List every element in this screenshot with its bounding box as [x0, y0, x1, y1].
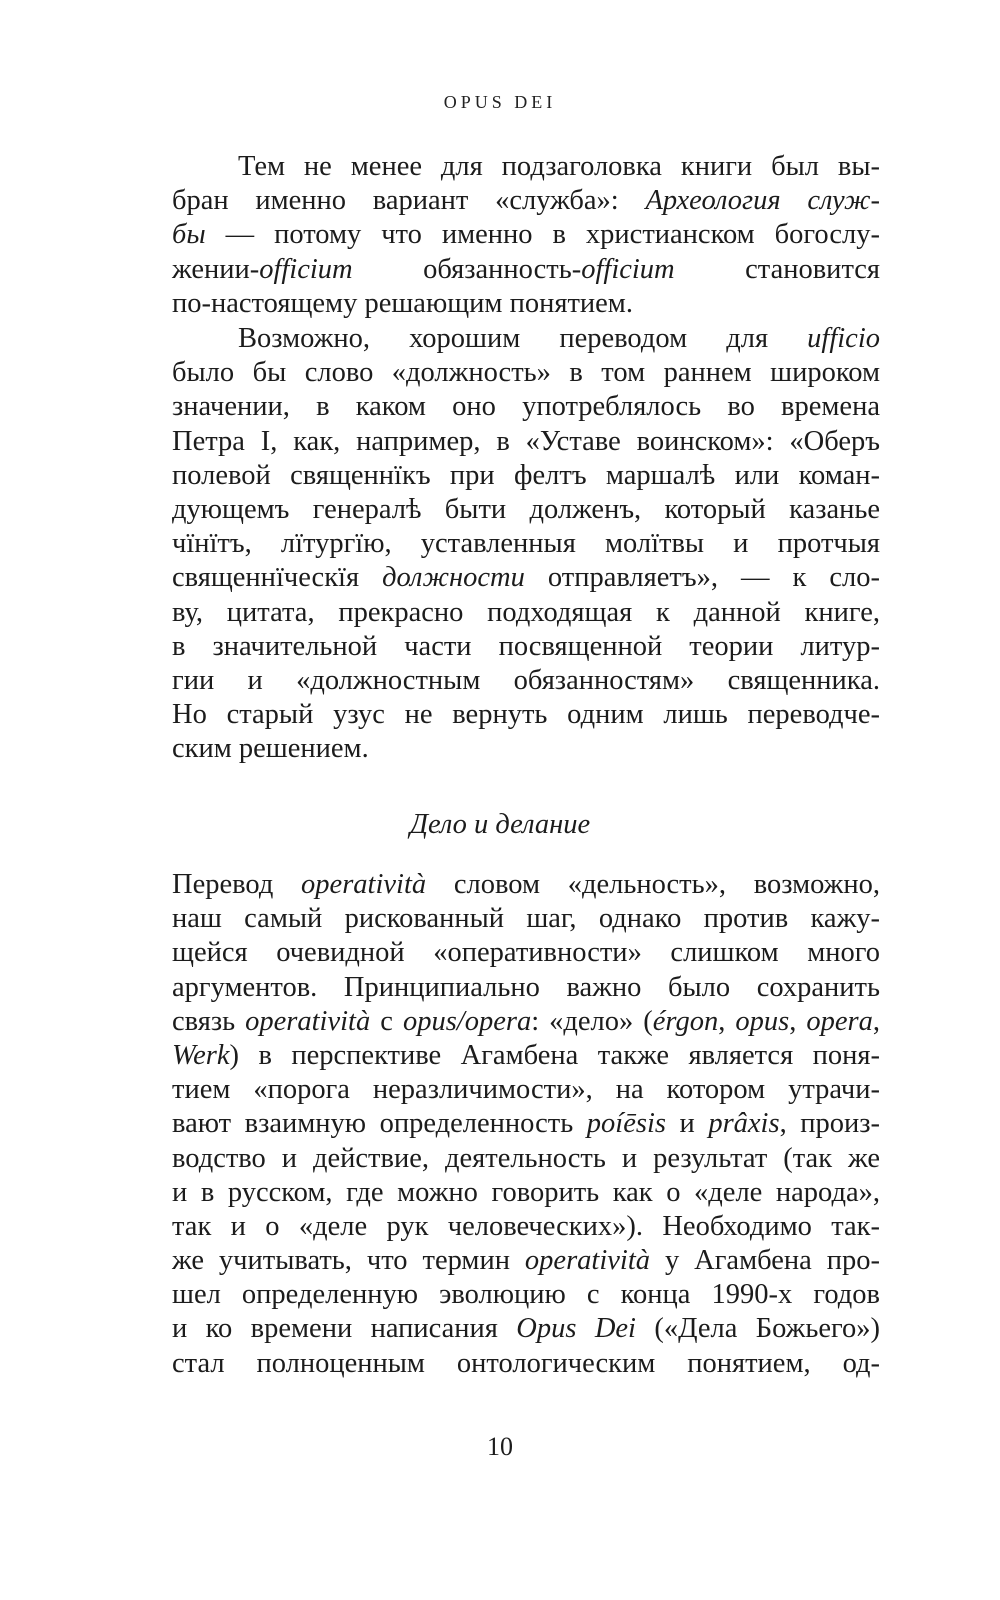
running-head: OPUS DEI [443, 92, 557, 112]
italic-term: бы [172, 219, 206, 251]
paragraph-3 [172, 868, 880, 1381]
text-line: бы — потому что именно в христианском богослу- [172, 219, 880, 251]
italic-term: ufficio [807, 323, 880, 354]
text-line: Werk) в перспективе Агамбена также является поня- [172, 1039, 880, 1071]
text-line: полевой священнїкъ при фелтъ маршалѣ или коман- [172, 459, 880, 491]
text-line: ву, цитата, прекрасно подходящая к данной книге, [172, 596, 880, 628]
text-line: водство и действие, деятельность и результат (так же [172, 1142, 880, 1174]
text-line: связь operatività с opus/opera: «дело» (érgon, opus, opera, [172, 1005, 880, 1037]
text-line: по-настоящему решающим понятием. [172, 287, 633, 319]
text-line: Но старый узус не вернуть одним лишь переводче- [172, 699, 880, 731]
italic-term: operatività [245, 1005, 371, 1037]
text-line: чїнїтъ, лїтургїю, уставленныя молїтвы и протчыя [172, 528, 880, 560]
text-line: жении-officium обязанность-officium становится [172, 253, 880, 285]
italic-term: Opus Dei [516, 1313, 636, 1345]
italic-term: Археология служ- [645, 185, 880, 217]
text-line: аргументов. Принципиально важно было сохранить [172, 971, 880, 1003]
text-line: Возможно, хорошим переводом для ufficio [238, 323, 880, 354]
text-line: Перевод operatività словом «дельность», возможно, [172, 869, 880, 900]
italic-term: érgon [652, 1005, 719, 1037]
paragraph-1 [172, 150, 880, 321]
text-line: бран именно вариант «служба»: Археология служ- [172, 185, 880, 217]
italic-term: operatività [301, 869, 427, 900]
text-line: стал полноценным онтологическим понятием, од- [172, 1347, 880, 1379]
italic-term: officium [259, 253, 353, 285]
section-heading: Дело и делание [409, 809, 591, 840]
italic-term: должности [382, 562, 525, 594]
text-line: было бы слово «должность» в том раннем широком [172, 357, 880, 389]
text-line: значении, в каком оно употреблялось во времена [172, 391, 880, 423]
text-line: тием «порога неразличимости», на котором утрачи- [172, 1074, 880, 1106]
paragraph-2 [172, 322, 880, 766]
text-line: в значительной части посвященной теории литур- [172, 630, 880, 662]
italic-term: prâxis [708, 1108, 780, 1140]
text-line: щейся очевидной «оперативности» слишком много [172, 937, 880, 969]
italic-term: poíēsis [586, 1108, 666, 1140]
text-line: ским решением. [172, 733, 369, 765]
text-line: вают взаимную определенность poíēsis и prâxis, произ- [172, 1108, 880, 1140]
text-line: гии и «должностным обязанностям» священника. [172, 664, 880, 696]
text-line: Тем не менее для подзаголовка книги был вы- [238, 151, 880, 182]
text-line: так и о «деле рук человеческих»). Необходимо так- [172, 1210, 880, 1242]
italic-term: opus [735, 1005, 790, 1037]
text-line: Петра I, как, например, в «Уставе воинском»: «Оберъ [172, 425, 880, 457]
italic-term: operatività [524, 1245, 650, 1277]
text-line: священнїческїя должности отправляетъ», — к сло- [172, 562, 880, 594]
text-line: наш самый рискованный шаг, однако против кажу- [172, 903, 880, 935]
italic-term: Werk [172, 1039, 230, 1071]
text-line: и ко времени написания Opus Dei («Дела Божьего») [172, 1313, 880, 1345]
text-line: и в русском, где можно говорить как о «деле народа», [172, 1176, 880, 1208]
italic-term: opus/opera [402, 1005, 532, 1037]
italic-term: opera [806, 1005, 873, 1037]
text-line: же учитывать, что термин operatività у Агамбена про- [172, 1245, 880, 1277]
text-line: дующемъ генералѣ быти долженъ, который казанье [172, 493, 880, 525]
italic-term: officium [581, 253, 675, 285]
page-number: 10 [487, 1432, 513, 1461]
text-line: шел определенную эволюцию с конца 1990-х годов [172, 1279, 880, 1311]
